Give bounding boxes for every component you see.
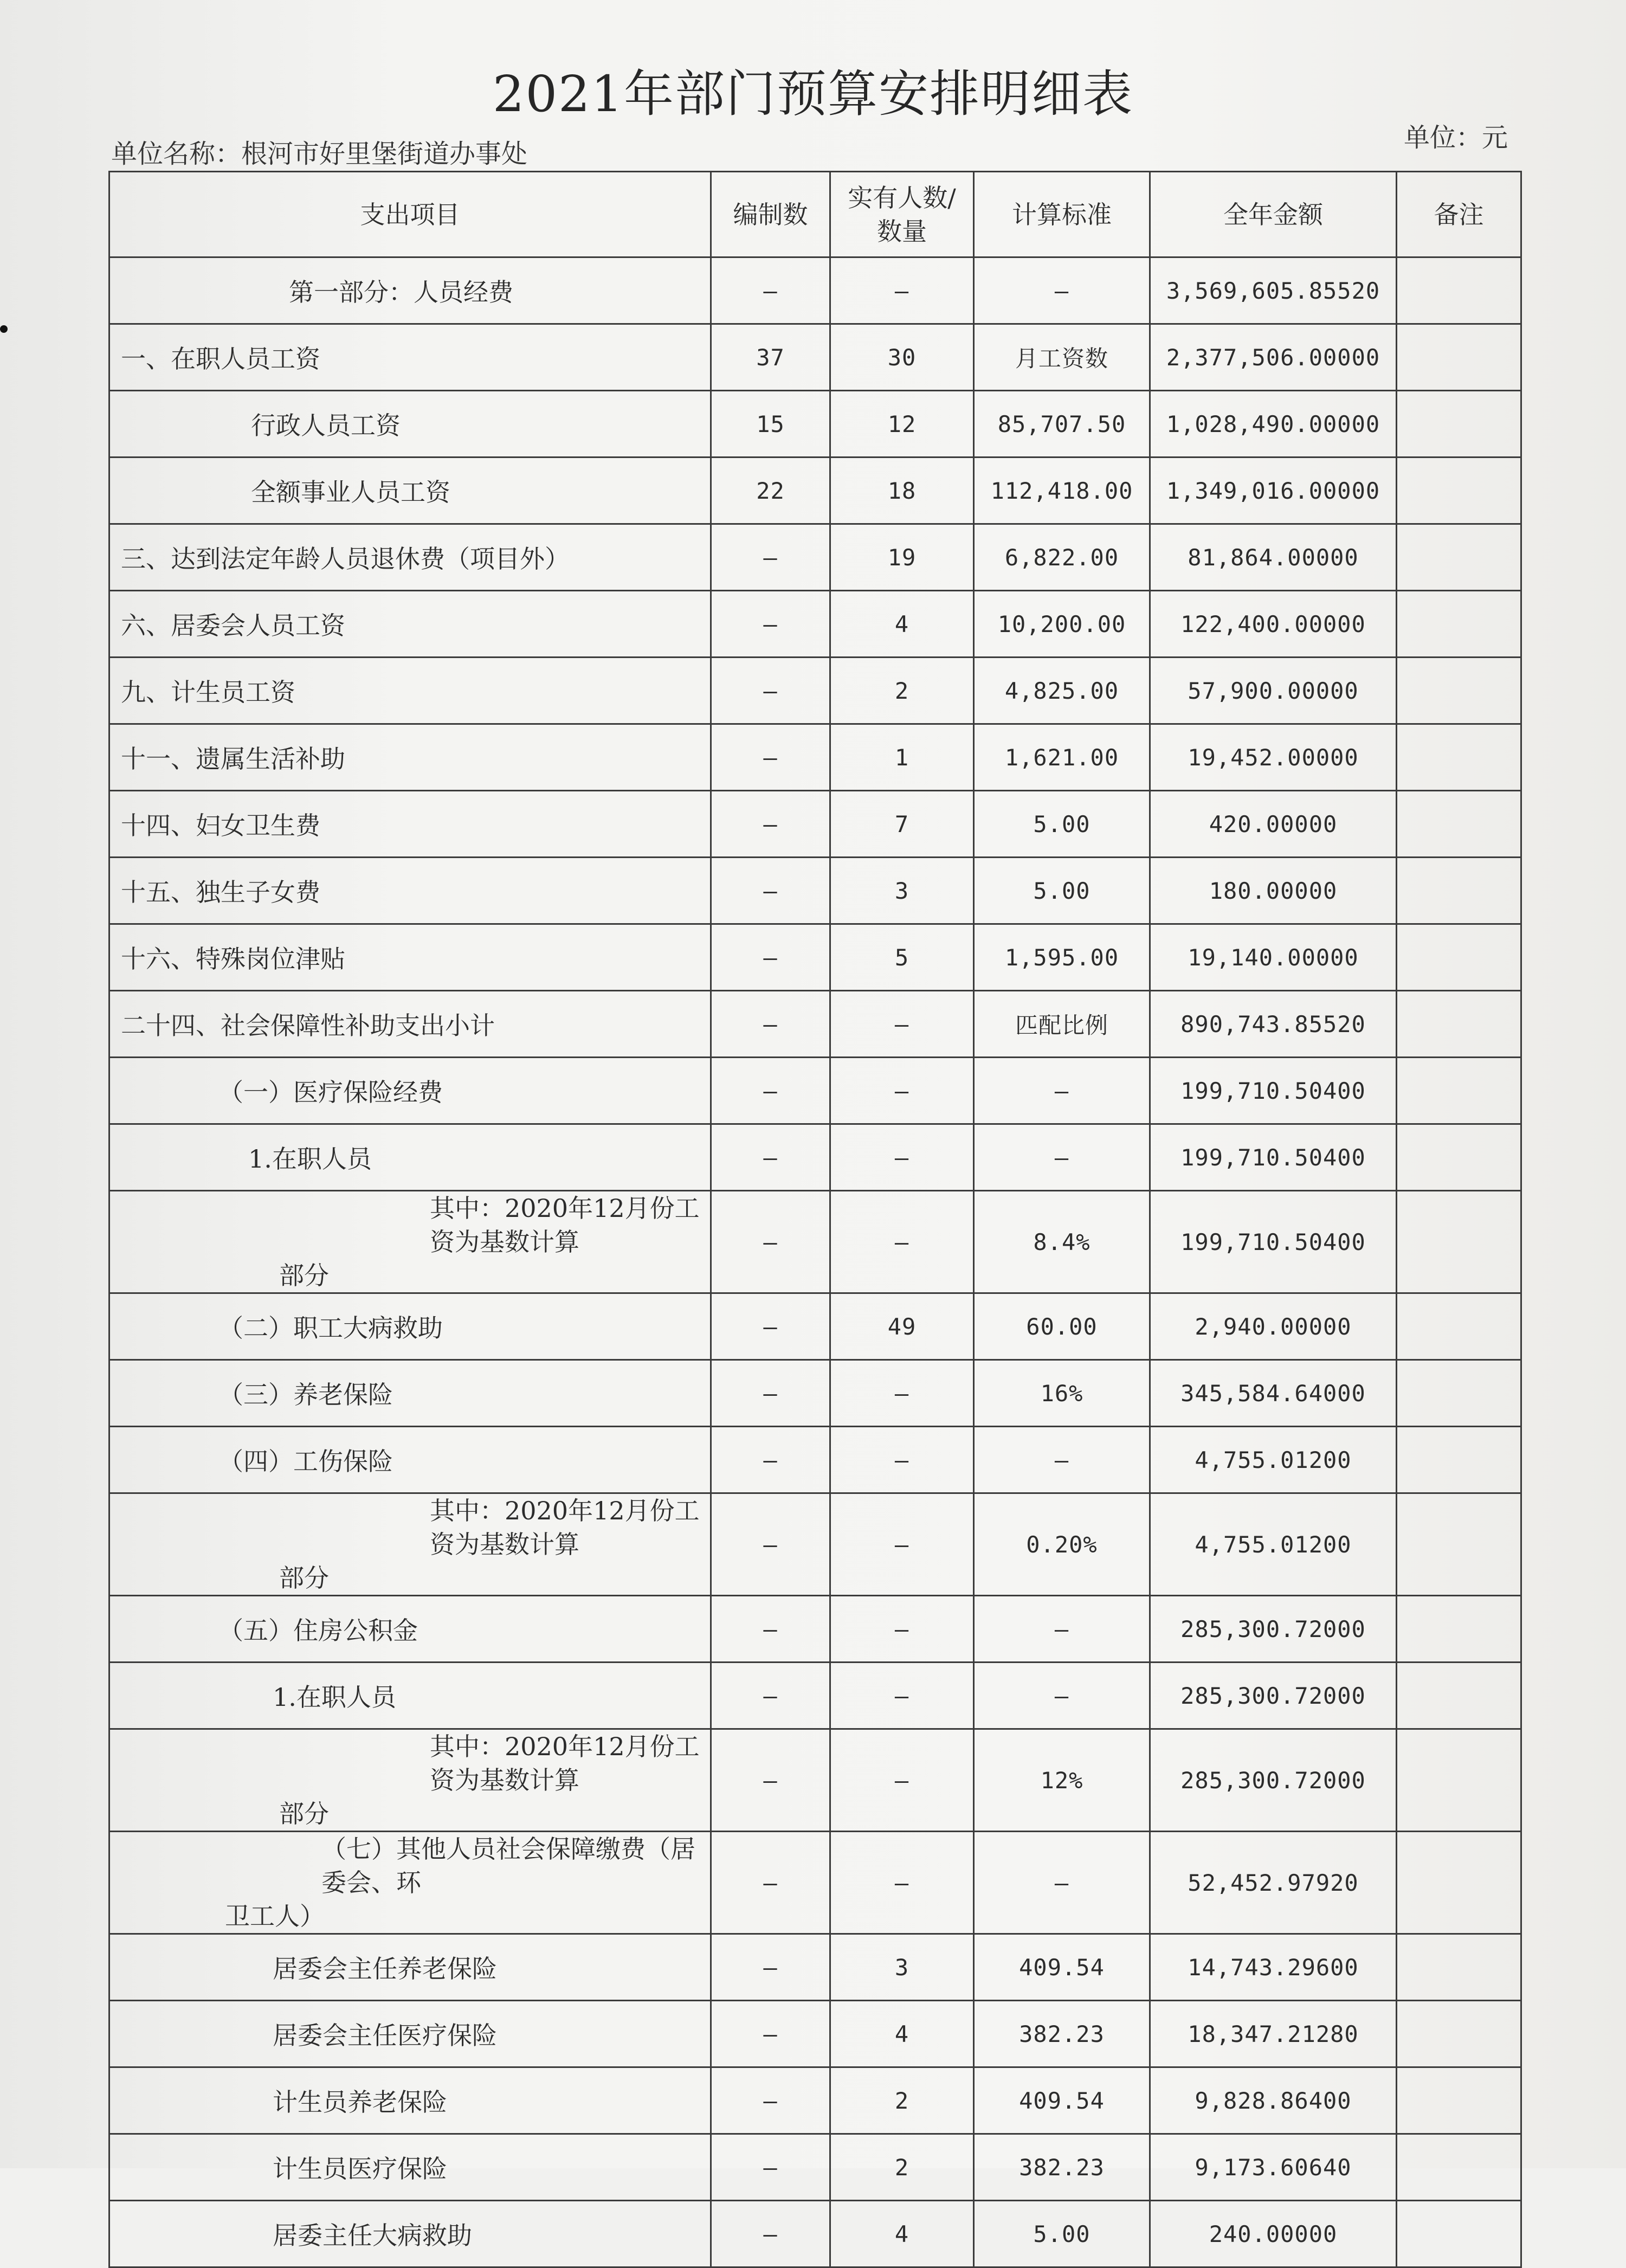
cell-amount: 890,743.85520 — [1150, 991, 1397, 1058]
cell-count: – — [830, 991, 974, 1058]
cell-standard: 0.20% — [974, 1493, 1150, 1596]
cell-standard: 382.23 — [974, 2134, 1150, 2201]
header-count-line1: 实有人数/ — [848, 183, 956, 212]
cell-note — [1397, 1663, 1521, 1729]
cell-note — [1397, 924, 1521, 991]
cell-note — [1397, 2001, 1521, 2067]
cell-note — [1397, 658, 1521, 724]
budget-table — [108, 171, 1522, 2268]
cell-count: – — [830, 1360, 974, 1427]
cell-note — [1397, 858, 1521, 924]
table-row — [109, 1293, 1521, 1360]
cell-item — [109, 1832, 711, 1934]
cell-count: 2 — [830, 658, 974, 724]
cell-quota: – — [711, 2067, 830, 2134]
table-row — [109, 391, 1521, 458]
cell-count: – — [830, 1124, 974, 1191]
table-row — [109, 858, 1521, 924]
cell-item: 居委主任大病救助 — [109, 2201, 711, 2267]
cell-item-line1: 其中：2020年12月份工资为基数计算 — [430, 1194, 700, 1257]
cell-amount: 2,377,506.00000 — [1150, 324, 1397, 391]
table-row — [109, 2201, 1521, 2267]
cell-item — [109, 1729, 711, 1832]
cell-item-line1: 其中：2020年12月份工资为基数计算 — [430, 1732, 700, 1795]
cell-item: 六、居委会人员工资 — [109, 591, 711, 658]
cell-quota: – — [711, 1058, 830, 1124]
cell-standard: 1,595.00 — [974, 924, 1150, 991]
table-row — [109, 2134, 1521, 2201]
cell-amount: 4,755.01200 — [1150, 1427, 1397, 1493]
table-row — [109, 1596, 1521, 1663]
cell-amount: 19,452.00000 — [1150, 724, 1397, 791]
cell-standard: – — [974, 1832, 1150, 1934]
cell-quota: – — [711, 257, 830, 324]
cell-standard: 85,707.50 — [974, 391, 1150, 458]
cell-quota: – — [711, 858, 830, 924]
cell-amount: 122,400.00000 — [1150, 591, 1397, 658]
cell-quota: – — [711, 1663, 830, 1729]
header-note: 备注 — [1397, 172, 1521, 257]
cell-count: – — [830, 1596, 974, 1663]
cell-item: 1.在职人员 — [109, 1124, 711, 1191]
cell-count: 7 — [830, 791, 974, 858]
table-row — [109, 524, 1521, 591]
cell-item: （五）住房公积金 — [109, 1596, 711, 1663]
cell-amount: 180.00000 — [1150, 858, 1397, 924]
cell-quota: – — [711, 1360, 830, 1427]
cell-count: 19 — [830, 524, 974, 591]
cell-note — [1397, 391, 1521, 458]
cell-quota: – — [711, 1493, 830, 1596]
cell-quota: – — [711, 1124, 830, 1191]
table-row — [109, 1360, 1521, 1427]
unit-label: 单位：元 — [1404, 123, 1508, 153]
table-row — [109, 2001, 1521, 2067]
table-body — [109, 257, 1521, 2267]
table-header-row — [109, 172, 1521, 257]
cell-item-line2: 部分 — [279, 1563, 329, 1593]
cell-quota: – — [711, 1293, 830, 1360]
cell-note — [1397, 324, 1521, 391]
table-row — [109, 1427, 1521, 1493]
cell-standard: – — [974, 1596, 1150, 1663]
cell-standard: 112,418.00 — [974, 458, 1150, 524]
table-row — [109, 1934, 1521, 2001]
cell-standard: 4,825.00 — [974, 658, 1150, 724]
table-row — [109, 1832, 1521, 1934]
cell-quota: 37 — [711, 324, 830, 391]
cell-item: 居委会主任养老保险 — [109, 1934, 711, 2001]
cell-item: 计生员医疗保险 — [109, 2134, 711, 2201]
header-amount: 全年金额 — [1150, 172, 1397, 257]
cell-count: 4 — [830, 2001, 974, 2067]
cell-item: （二）职工大病救助 — [109, 1293, 711, 1360]
cell-item: 居委会主任医疗保险 — [109, 2001, 711, 2067]
cell-standard: 5.00 — [974, 858, 1150, 924]
cell-standard: 409.54 — [974, 1934, 1150, 2001]
cell-item: 全额事业人员工资 — [109, 458, 711, 524]
cell-count: 30 — [830, 324, 974, 391]
cell-quota: – — [711, 1729, 830, 1832]
cell-count: 1 — [830, 724, 974, 791]
cell-note — [1397, 2201, 1521, 2267]
cell-amount: 285,300.72000 — [1150, 1729, 1397, 1832]
cell-note — [1397, 1293, 1521, 1360]
table-row — [109, 1124, 1521, 1191]
cell-item-line1: （七）其他人员社会保障缴费（居委会、环 — [321, 1834, 695, 1897]
cell-item-line2: 部分 — [279, 1261, 329, 1290]
cell-amount: 420.00000 — [1150, 791, 1397, 858]
cell-amount: 3,569,605.85520 — [1150, 257, 1397, 324]
cell-count: 2 — [830, 2134, 974, 2201]
cell-item: 行政人员工资 — [109, 391, 711, 458]
cell-amount: 199,710.50400 — [1150, 1191, 1397, 1293]
cell-amount: 57,900.00000 — [1150, 658, 1397, 724]
cell-amount: 9,828.86400 — [1150, 2067, 1397, 2134]
cell-quota: – — [711, 1832, 830, 1934]
cell-quota: – — [711, 524, 830, 591]
cell-standard: – — [974, 1124, 1150, 1191]
cell-amount: 345,584.64000 — [1150, 1360, 1397, 1427]
cell-quota: – — [711, 2201, 830, 2267]
cell-standard: 匹配比例 — [974, 991, 1150, 1058]
table-row — [109, 658, 1521, 724]
cell-quota: – — [711, 991, 830, 1058]
cell-standard: 月工资数 — [974, 324, 1150, 391]
cell-note — [1397, 1832, 1521, 1934]
cell-amount: 18,347.21280 — [1150, 2001, 1397, 2067]
cell-amount: 9,173.60640 — [1150, 2134, 1397, 2201]
cell-note — [1397, 1596, 1521, 1663]
cell-quota: – — [711, 791, 830, 858]
cell-standard: 409.54 — [974, 2067, 1150, 2134]
table-row — [109, 2067, 1521, 2134]
cell-amount: 2,940.00000 — [1150, 1293, 1397, 1360]
cell-note — [1397, 1427, 1521, 1493]
cell-note — [1397, 1729, 1521, 1832]
cell-note — [1397, 257, 1521, 324]
cell-count: 3 — [830, 1934, 974, 2001]
page-title: 2021年部门预算安排明细表 — [492, 65, 1134, 123]
cell-amount: 240.00000 — [1150, 2201, 1397, 2267]
cell-note — [1397, 2134, 1521, 2201]
cell-note — [1397, 1191, 1521, 1293]
header-count — [830, 172, 974, 257]
cell-note — [1397, 724, 1521, 791]
cell-item: 一、在职人员工资 — [109, 324, 711, 391]
table-row — [109, 591, 1521, 658]
ink-mark — [0, 325, 8, 333]
cell-count: – — [830, 1058, 974, 1124]
cell-amount: 1,349,016.00000 — [1150, 458, 1397, 524]
cell-note — [1397, 1124, 1521, 1191]
cell-standard: 5.00 — [974, 2201, 1150, 2267]
cell-count: 18 — [830, 458, 974, 524]
cell-standard: 5.00 — [974, 791, 1150, 858]
cell-note — [1397, 2067, 1521, 2134]
cell-amount: 14,743.29600 — [1150, 1934, 1397, 2001]
cell-item: 十五、独生子女费 — [109, 858, 711, 924]
table-row — [109, 324, 1521, 391]
cell-standard: – — [974, 1427, 1150, 1493]
cell-standard: – — [974, 257, 1150, 324]
table-row — [109, 1493, 1521, 1596]
cell-note — [1397, 591, 1521, 658]
table-row — [109, 791, 1521, 858]
cell-standard: 1,621.00 — [974, 724, 1150, 791]
table-row — [109, 924, 1521, 991]
table-row — [109, 257, 1521, 324]
cell-count: 49 — [830, 1293, 974, 1360]
cell-note — [1397, 1360, 1521, 1427]
table-row — [109, 1729, 1521, 1832]
cell-item: 第一部分：人员经费 — [109, 257, 711, 324]
cell-standard: – — [974, 1663, 1150, 1729]
cell-item: 十一、遗属生活补助 — [109, 724, 711, 791]
cell-item — [109, 1191, 711, 1293]
cell-item: 1.在职人员 — [109, 1663, 711, 1729]
cell-standard: – — [974, 1058, 1150, 1124]
cell-note — [1397, 791, 1521, 858]
table-row — [109, 1191, 1521, 1293]
cell-item: 三、达到法定年龄人员退休费（项目外） — [109, 524, 711, 591]
cell-quota: 22 — [711, 458, 830, 524]
cell-standard: 60.00 — [974, 1293, 1150, 1360]
table-row — [109, 1058, 1521, 1124]
cell-amount: 4,755.01200 — [1150, 1493, 1397, 1596]
header-standard: 计算标准 — [974, 172, 1150, 257]
cell-standard: 6,822.00 — [974, 524, 1150, 591]
cell-amount: 19,140.00000 — [1150, 924, 1397, 991]
cell-standard: 12% — [974, 1729, 1150, 1832]
cell-note — [1397, 1493, 1521, 1596]
cell-quota: – — [711, 1427, 830, 1493]
cell-item: 十四、妇女卫生费 — [109, 791, 711, 858]
cell-quota: – — [711, 1596, 830, 1663]
cell-item-line2: 部分 — [279, 1799, 329, 1828]
cell-item-line2: 卫工人） — [225, 1902, 325, 1931]
cell-count: – — [830, 1493, 974, 1596]
cell-count: – — [830, 1427, 974, 1493]
cell-quota: – — [711, 591, 830, 658]
header-quota: 编制数 — [711, 172, 830, 257]
cell-note — [1397, 991, 1521, 1058]
cell-quota: – — [711, 724, 830, 791]
header-count-line2: 数量 — [877, 216, 927, 246]
cell-amount: 1,028,490.00000 — [1150, 391, 1397, 458]
cell-item: 计生员养老保险 — [109, 2067, 711, 2134]
cell-amount: 52,452.97920 — [1150, 1832, 1397, 1934]
cell-amount: 199,710.50400 — [1150, 1058, 1397, 1124]
cell-quota: – — [711, 1191, 830, 1293]
cell-amount: 285,300.72000 — [1150, 1596, 1397, 1663]
cell-quota: – — [711, 1934, 830, 2001]
cell-item: （四）工伤保险 — [109, 1427, 711, 1493]
cell-count: 3 — [830, 858, 974, 924]
cell-amount: 81,864.00000 — [1150, 524, 1397, 591]
cell-item: （三）养老保险 — [109, 1360, 711, 1427]
organization-label: 单位名称：根河市好里堡街道办事处 — [111, 139, 528, 169]
cell-count: – — [830, 1191, 974, 1293]
cell-amount: 285,300.72000 — [1150, 1663, 1397, 1729]
table-row — [109, 991, 1521, 1058]
cell-count: 4 — [830, 591, 974, 658]
cell-note — [1397, 1058, 1521, 1124]
cell-count: 4 — [830, 2201, 974, 2267]
cell-item: （一）医疗保险经费 — [109, 1058, 711, 1124]
cell-item: 二十四、社会保障性补助支出小计 — [109, 991, 711, 1058]
cell-quota: – — [711, 658, 830, 724]
cell-count: – — [830, 1729, 974, 1832]
cell-item-line1: 其中：2020年12月份工资为基数计算 — [430, 1496, 700, 1559]
cell-quota: – — [711, 924, 830, 991]
cell-count: 12 — [830, 391, 974, 458]
cell-standard: 382.23 — [974, 2001, 1150, 2067]
cell-count: – — [830, 257, 974, 324]
cell-note — [1397, 458, 1521, 524]
cell-count: – — [830, 1832, 974, 1934]
cell-standard: 10,200.00 — [974, 591, 1150, 658]
cell-standard: 16% — [974, 1360, 1150, 1427]
cell-item: 十六、特殊岗位津贴 — [109, 924, 711, 991]
table-row — [109, 1663, 1521, 1729]
cell-count: 5 — [830, 924, 974, 991]
cell-item: 九、计生员工资 — [109, 658, 711, 724]
cell-item — [109, 1493, 711, 1596]
cell-note — [1397, 1934, 1521, 2001]
cell-note — [1397, 524, 1521, 591]
cell-count: 2 — [830, 2067, 974, 2134]
table-row — [109, 724, 1521, 791]
cell-count: – — [830, 1663, 974, 1729]
table-row — [109, 458, 1521, 524]
header-item: 支出项目 — [109, 172, 711, 257]
cell-quota: – — [711, 2134, 830, 2201]
cell-quota: – — [711, 2001, 830, 2067]
cell-amount: 199,710.50400 — [1150, 1124, 1397, 1191]
cell-quota: 15 — [711, 391, 830, 458]
cell-standard: 8.4% — [974, 1191, 1150, 1293]
